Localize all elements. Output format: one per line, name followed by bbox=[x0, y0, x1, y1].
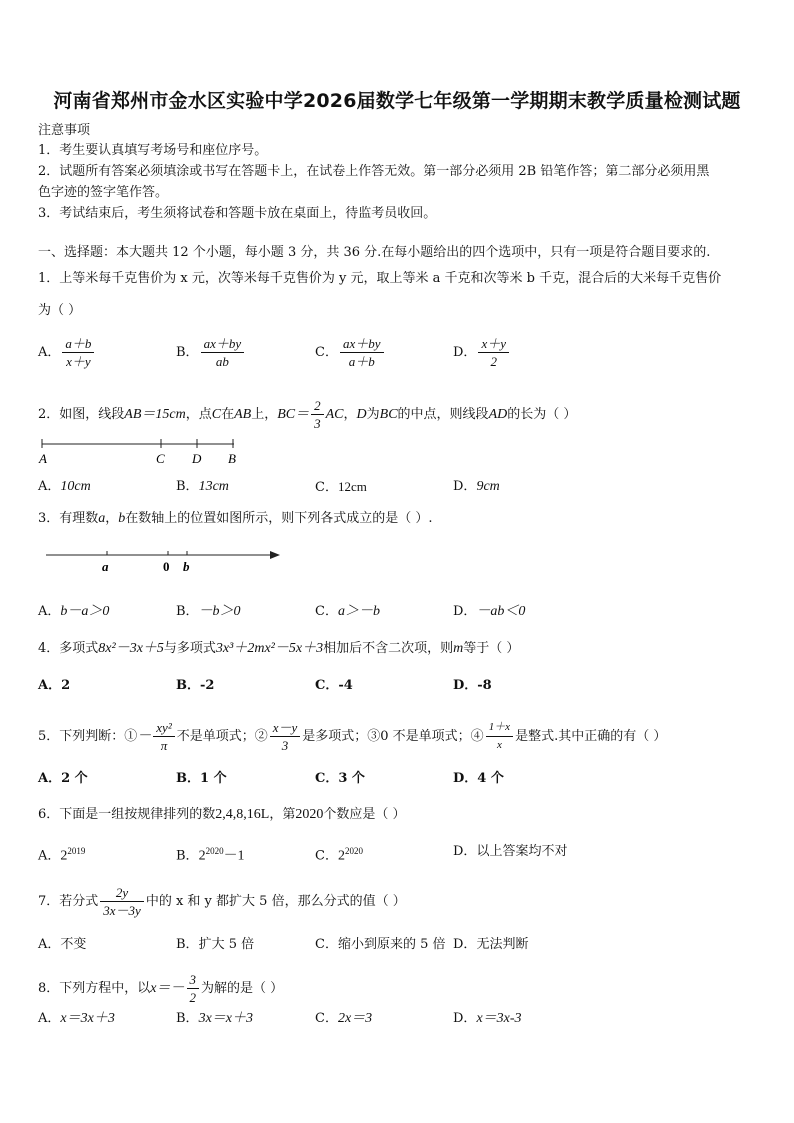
q2-math: D bbox=[356, 407, 367, 422]
q2-math: C bbox=[211, 407, 222, 422]
q4-option-a bbox=[38, 677, 70, 694]
option-text: 3x＝x＋3 bbox=[198, 1011, 253, 1026]
q5-option-d bbox=[453, 770, 504, 787]
q8-option-c bbox=[315, 1010, 372, 1027]
fraction-numerator: ax＋by bbox=[340, 336, 384, 353]
q3-text: 在数轴上的位置如图所示，则下列各式成立的是（ ）. bbox=[125, 511, 433, 526]
option-text: 1 个 bbox=[200, 771, 227, 786]
q4-text: 4．多项式 bbox=[38, 641, 99, 656]
option-text: 无法判断 bbox=[476, 937, 529, 952]
q3-text: 3．有理数 bbox=[38, 511, 99, 526]
q5-text: 5．下列判断：① bbox=[38, 729, 138, 744]
q6-option-b bbox=[176, 843, 245, 864]
q2-option-d bbox=[453, 478, 500, 495]
label-b: B bbox=[228, 451, 236, 466]
note-item-2-cont: 色字迹的签字笔作答。 bbox=[38, 185, 169, 200]
q1-stem-line1: 1．上等米每千克售价为 x 元，次等米每千克售价为 y 元，取上等米 a 千克和次等米 b 千克，混合后的大米每千克售价 bbox=[38, 271, 722, 286]
q2-text: 上， bbox=[251, 407, 278, 422]
fraction-denominator: x bbox=[496, 739, 502, 751]
option-tail: －1 bbox=[223, 848, 245, 864]
option-text: 2x＝3 bbox=[337, 1011, 373, 1026]
label-c: C bbox=[156, 451, 165, 466]
option-text: －b＞0 bbox=[198, 604, 241, 619]
q5-fraction-1 bbox=[153, 720, 174, 753]
q6-text: ，第 bbox=[269, 807, 296, 822]
fraction-denominator: π bbox=[160, 738, 168, 753]
option-letter: D． bbox=[453, 937, 477, 952]
option-letter: D． bbox=[453, 771, 478, 786]
label-a: A bbox=[39, 451, 47, 466]
q4-math: 8x²－3x＋5 bbox=[98, 641, 164, 656]
note-item-1: 1．考生要认真填写考场号和座位序号。 bbox=[38, 143, 268, 158]
fraction-numerator: a＋b bbox=[62, 336, 94, 353]
note-item-2: 2．试题所有答案必须填涂或书写在答题卡上，在试卷上作答无效。第一部分必须用 2B 铅笔作答；第二部分必须用黑 bbox=[38, 164, 710, 179]
q4-option-c bbox=[315, 677, 353, 694]
option-text: 2 个 bbox=[61, 771, 88, 786]
label-d: D bbox=[192, 451, 202, 466]
q2-option-c bbox=[315, 478, 367, 496]
option-letter: D． bbox=[453, 345, 477, 360]
q2-text: 为 bbox=[366, 407, 380, 422]
option-text: a＞－b bbox=[337, 604, 380, 619]
option-letter: A． bbox=[38, 771, 62, 786]
notes-heading: 注意事项 bbox=[38, 123, 91, 138]
option-letter: C． bbox=[315, 604, 338, 619]
note-item-3: 3．考试结束后，考生须将试卷和答题卡放在桌面上，待监考员收回。 bbox=[38, 206, 437, 221]
option-letter: C． bbox=[315, 345, 338, 360]
option-fraction bbox=[62, 336, 94, 369]
q3-option-d bbox=[453, 603, 525, 620]
q5-stem bbox=[38, 720, 666, 753]
option-text: -4 bbox=[338, 678, 353, 693]
q5-text: 是多项式；③0 不是单项式；④ bbox=[302, 729, 484, 744]
fraction-denominator: x＋y bbox=[66, 354, 91, 369]
option-letter: B． bbox=[176, 848, 199, 864]
option-letter: A． bbox=[38, 848, 61, 864]
q3-number-line bbox=[40, 544, 290, 576]
q2-text: 的中点，则线段 bbox=[397, 407, 489, 422]
arrow-right-icon bbox=[270, 551, 280, 559]
option-text: 13cm bbox=[198, 479, 229, 494]
option-letter: B． bbox=[176, 479, 199, 494]
fraction-denominator: 3 bbox=[314, 416, 321, 431]
option-letter: D． bbox=[453, 604, 477, 619]
option-text: 以上答案均不对 bbox=[476, 844, 568, 859]
q4-text: 与多项式 bbox=[163, 641, 216, 656]
label-b: b bbox=[183, 559, 190, 574]
q1-option-a bbox=[38, 336, 96, 369]
option-text: -8 bbox=[477, 678, 492, 693]
q8-stem bbox=[38, 972, 283, 1005]
fraction-numerator: x－y bbox=[270, 720, 301, 737]
q1-option-c bbox=[315, 336, 386, 369]
q3-option-a bbox=[38, 603, 109, 620]
q5-option-a bbox=[38, 770, 88, 787]
q4-option-b bbox=[176, 677, 214, 694]
option-text: 9cm bbox=[476, 479, 500, 494]
fraction-denominator: 2 bbox=[189, 990, 196, 1005]
option-base: 2 bbox=[60, 848, 68, 864]
option-base: 2 bbox=[198, 848, 206, 864]
option-letter: B． bbox=[176, 345, 199, 360]
q6-math: 2020 bbox=[295, 807, 324, 822]
q7-text: 中的 x 和 y 都扩大 5 倍，那么分式的值（ ） bbox=[145, 894, 406, 909]
q7-fraction bbox=[100, 885, 144, 918]
option-text: 扩大 5 倍 bbox=[198, 937, 255, 952]
option-text: －ab＜0 bbox=[476, 604, 526, 619]
q4-math: 3x³＋2mx²－5x＋3 bbox=[215, 641, 324, 656]
q7-option-a bbox=[38, 936, 86, 953]
q3-stem bbox=[38, 510, 433, 527]
q8-option-a bbox=[38, 1010, 115, 1027]
option-text: 12cm bbox=[337, 479, 367, 494]
option-letter: B． bbox=[176, 1011, 199, 1026]
q7-option-d bbox=[453, 936, 528, 953]
fraction-numerator: x＋y bbox=[478, 336, 509, 353]
label-zero: 0 bbox=[163, 559, 170, 574]
option-text: 3 个 bbox=[338, 771, 365, 786]
option-letter: A． bbox=[38, 678, 62, 693]
label-a: a bbox=[102, 559, 109, 574]
q4-math: m bbox=[453, 641, 464, 656]
option-text: 不变 bbox=[60, 937, 87, 952]
q6-text: 6．下面是一组按规律排列的数 bbox=[38, 807, 216, 822]
fraction-numerator: 1＋x bbox=[486, 720, 513, 737]
q2-segment-figure bbox=[36, 434, 246, 468]
q7-option-c bbox=[315, 936, 446, 953]
q5-fraction-2 bbox=[270, 720, 301, 753]
q2-text: 在 bbox=[221, 407, 235, 422]
option-fraction bbox=[340, 336, 384, 369]
option-fraction bbox=[478, 336, 509, 369]
option-letter: C． bbox=[315, 678, 339, 693]
q8-fraction bbox=[187, 972, 200, 1005]
q4-text: 相加后不含二次项，则 bbox=[323, 641, 454, 656]
q7-text: 7．若分式 bbox=[38, 894, 99, 909]
fraction-denominator: 3x－3y bbox=[103, 903, 141, 918]
q6-option-c bbox=[315, 843, 363, 864]
option-text: -2 bbox=[200, 678, 215, 693]
option-letter: C． bbox=[315, 480, 338, 495]
q4-text: 等于（ ） bbox=[463, 641, 520, 656]
option-letter: B． bbox=[176, 604, 199, 619]
option-letter: D． bbox=[453, 1011, 477, 1026]
option-exponent: 2019 bbox=[67, 846, 86, 856]
option-letter: B． bbox=[176, 937, 199, 952]
q8-text: 8．下列方程中，以 bbox=[38, 981, 151, 996]
q3-math: b bbox=[118, 511, 126, 526]
q5-fraction-3 bbox=[486, 720, 513, 753]
q6-text: 个数应是（ ） bbox=[323, 807, 406, 822]
q8-option-b bbox=[176, 1010, 253, 1027]
option-letter: D． bbox=[453, 678, 478, 693]
option-exponent: 2020 bbox=[205, 846, 224, 856]
q2-text: ， bbox=[343, 407, 357, 422]
option-letter: A． bbox=[38, 1011, 61, 1026]
option-letter: A． bbox=[38, 345, 61, 360]
option-letter: C． bbox=[315, 1011, 338, 1026]
q6-stem bbox=[38, 806, 406, 823]
q2-math: BC bbox=[379, 407, 398, 422]
option-exponent: 2020 bbox=[344, 846, 363, 856]
q3-option-b bbox=[176, 603, 241, 620]
option-base: 2 bbox=[337, 848, 345, 864]
fraction-denominator: 3 bbox=[281, 738, 289, 753]
q8-text: 为解的是（ ） bbox=[201, 981, 284, 996]
option-letter: A． bbox=[38, 479, 61, 494]
fraction-denominator: a＋b bbox=[348, 354, 375, 369]
q7-stem bbox=[38, 885, 406, 918]
fraction-numerator: xy² bbox=[153, 720, 174, 737]
option-letter: C． bbox=[315, 937, 338, 952]
option-text: x＝3x-3 bbox=[476, 1011, 522, 1026]
fraction-numerator: ax＋by bbox=[201, 336, 245, 353]
page-title: 河南省郑州市金水区实验中学2026届数学七年级第一学期期末教学质量检测试题 bbox=[53, 90, 741, 112]
q5-math: － bbox=[137, 729, 152, 744]
fraction-numerator: 3 bbox=[187, 972, 200, 989]
q8-option-d bbox=[453, 1010, 522, 1027]
option-text: 4 个 bbox=[477, 771, 504, 786]
option-letter: B． bbox=[176, 771, 200, 786]
q8-math: x＝－ bbox=[150, 981, 185, 996]
option-letter: A． bbox=[38, 604, 61, 619]
q5-text: 不是单项式；② bbox=[176, 729, 268, 744]
fraction-denominator: 2 bbox=[490, 354, 497, 369]
q2-math: AB＝15cm bbox=[124, 407, 186, 422]
option-letter: D． bbox=[453, 479, 477, 494]
q2-math: BC＝ bbox=[277, 407, 310, 422]
section-heading: 一、选择题：本大题共 12 个小题，每小题 3 分，共 36 分.在每小题给出的四个选项中，只有一项是符合题目要求的. bbox=[38, 245, 711, 260]
q5-option-b bbox=[176, 770, 227, 787]
option-text: 2 bbox=[61, 678, 71, 693]
option-letter: B． bbox=[176, 678, 200, 693]
q4-option-d bbox=[453, 677, 492, 694]
q6-option-a bbox=[38, 843, 85, 864]
q3-text: ， bbox=[105, 511, 119, 526]
q5-option-c bbox=[315, 770, 365, 787]
option-text: b－a＞0 bbox=[60, 604, 110, 619]
q2-fraction bbox=[311, 398, 324, 431]
option-letter: C． bbox=[315, 771, 339, 786]
q2-text: 的长为（ ） bbox=[507, 407, 577, 422]
q3-math: a bbox=[98, 511, 106, 526]
option-text: x＝3x＋3 bbox=[60, 1011, 115, 1026]
q3-option-c bbox=[315, 603, 380, 620]
fraction-numerator: 2y bbox=[100, 885, 144, 902]
q2-option-a bbox=[38, 478, 91, 495]
q2-stem bbox=[38, 398, 576, 431]
q7-option-b bbox=[176, 936, 254, 953]
fraction-denominator: ab bbox=[215, 354, 229, 369]
q5-text: 是整式.其中正确的有（ ） bbox=[515, 729, 667, 744]
q1-option-b bbox=[176, 336, 246, 369]
q2-math: AD bbox=[488, 407, 508, 422]
option-text: 10cm bbox=[60, 479, 91, 494]
option-letter: D． bbox=[453, 844, 477, 859]
q1-stem-line2: 为（ ） bbox=[38, 303, 82, 318]
q2-option-b bbox=[176, 478, 229, 495]
option-text: 缩小到原来的 5 倍 bbox=[337, 937, 446, 952]
q2-text: ，点 bbox=[185, 407, 212, 422]
q1-option-d bbox=[453, 336, 511, 369]
q2-text: 2．如图，线段 bbox=[38, 407, 125, 422]
q4-stem bbox=[38, 640, 519, 657]
q6-math: 2,4,8,16L bbox=[215, 807, 270, 822]
option-letter: C． bbox=[315, 848, 338, 864]
option-fraction bbox=[201, 336, 245, 369]
option-letter: A． bbox=[38, 937, 61, 952]
q2-math: AC bbox=[325, 407, 344, 422]
q2-math: AB bbox=[234, 407, 252, 422]
q6-option-d bbox=[453, 843, 567, 860]
fraction-numerator: 2 bbox=[311, 398, 324, 415]
